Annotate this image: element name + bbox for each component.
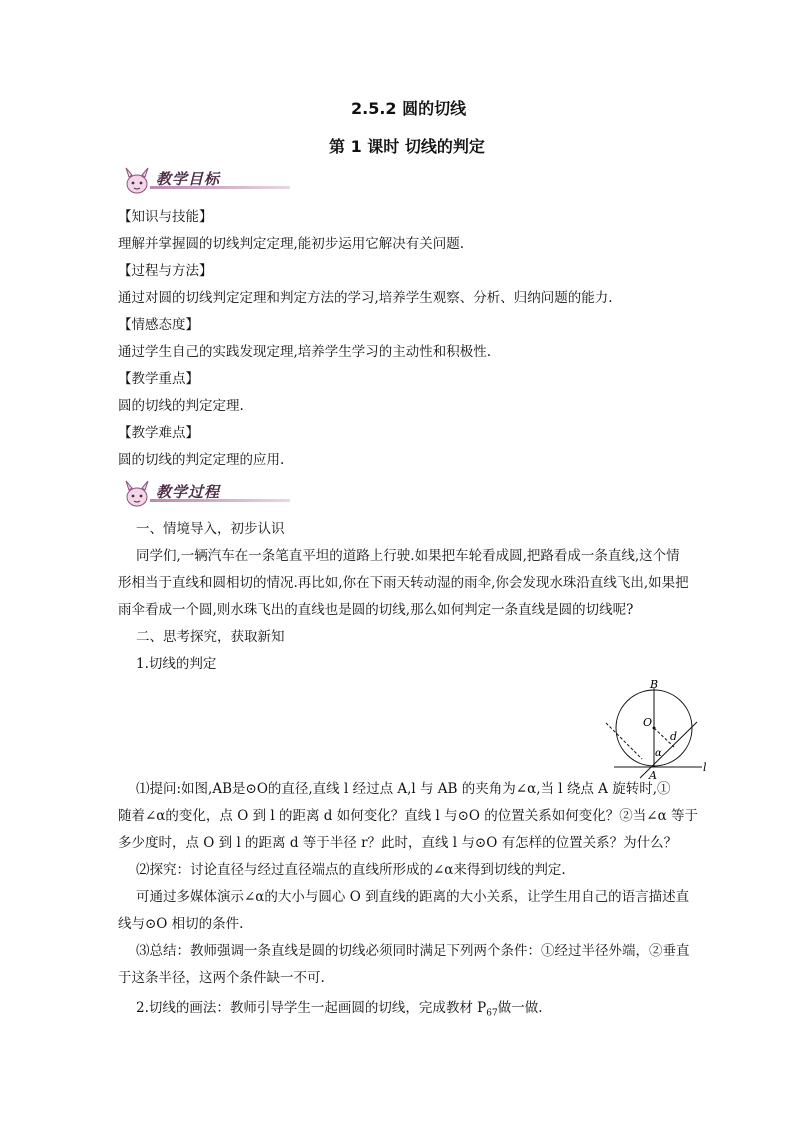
- paragraph-line: 同学们,一辆汽车在一条笔直平坦的道路上行驶.如果把车轮看成圆,把路看成一条直线,这个情: [136, 548, 680, 564]
- paragraph-line: 线与⊙O 相切的条件.: [118, 916, 244, 932]
- subsection-heading: [136, 998, 543, 1024]
- goal-text: 理解并掌握圆的切线判定定理,能初步运用它解决有关问题.: [118, 236, 465, 252]
- paragraph-line: 于这条半径，这两个条件缺一不可.: [118, 970, 325, 986]
- section-heading: 二、思考探究，获取新知: [136, 629, 285, 645]
- goal-heading: 【教学重点】: [118, 371, 199, 387]
- paragraph-line: 可通过多媒体演示∠α的大小与圆心 O 到直线的距离的大小关系，让学生用自己的语言描述直: [136, 889, 690, 905]
- process-banner: [120, 479, 250, 509]
- goal-heading: 【过程与方法】: [118, 263, 213, 279]
- goals-banner: [120, 166, 250, 196]
- label-alpha: α: [655, 748, 662, 759]
- textbook-ref-text: 2.切线的画法：教师引导学生一起画圆的切线，完成教材 P: [136, 1000, 487, 1016]
- page-title: 2.5.2 圆的切线: [351, 99, 467, 118]
- page-subtitle: 第 1 课时 切线的判定: [329, 137, 485, 156]
- paragraph-line: 多少度时，点 O 到 l 的距离 d 等于半径 r？此时，直线 l 与⊙O 有怎样的位置关系？为什么？: [118, 835, 678, 851]
- paragraph-line: 随着∠α的变化，点 O 到 l 的距离 d 如何变化？直线 l 与⊙O 的位置关系如何变化？②当∠α 等于: [118, 808, 698, 824]
- goal-text: 通过对圆的切线判定定理和判定方法的学习,培养学生观察、分析、归纳问题的能力.: [118, 290, 613, 306]
- goal-text: 圆的切线的判定定理的应用.: [118, 452, 285, 468]
- dashed-guide: [606, 723, 642, 759]
- process-banner-text: 教学过程: [156, 483, 221, 501]
- label-d: d: [670, 730, 678, 743]
- tangent-diagram: [600, 676, 712, 786]
- goal-heading: 【教学难点】: [118, 425, 199, 441]
- center-point: [653, 727, 656, 730]
- section-heading: 一、情境导入，初步认识: [136, 521, 285, 537]
- label-a: A: [649, 769, 657, 782]
- paragraph-line: 形相当于直线和圆相切的情况.再比如,你在下雨天转动湿的雨伞,你会发现水珠沿直线飞出,如果把: [118, 575, 689, 591]
- textbook-ref-suffix: 做一做.: [497, 1000, 543, 1016]
- goal-text: 通过学生自己的实践发现定理,培养学生学习的主动性和积极性.: [118, 344, 492, 360]
- label-o: O: [643, 716, 653, 729]
- paragraph-line: 雨伞看成一个圆,则水珠飞出的直线也是圆的切线,那么如何判定一条直线是圆的切线呢?: [118, 602, 634, 618]
- label-l: l: [703, 761, 707, 774]
- goals-banner-text: 教学目标: [156, 170, 221, 188]
- goal-heading: 【知识与技能】: [118, 209, 213, 225]
- page-number: 67: [486, 1008, 498, 1019]
- goal-text: 圆的切线的判定定理.: [118, 398, 244, 414]
- mascot-icon: [120, 166, 154, 196]
- label-b: B: [650, 678, 659, 691]
- paragraph-line: ⑵探究：讨论直径与经过直径端点的直线所形成的∠α来得到切线的判定.: [136, 862, 566, 878]
- mascot-icon: [120, 479, 154, 509]
- paragraph-line: ⑴提问:如图,AB是⊙O的直径,直线 l 经过点 A,l 与 AB 的夹角为∠α,当 l 绕点 A 旋转时,①: [136, 781, 671, 797]
- paragraph-line: ⑶总结：教师强调一条直线是圆的切线必须同时满足下列两个条件：①经过半径外端，②垂直: [136, 943, 690, 959]
- subsection-heading: 1.切线的判定: [136, 656, 217, 672]
- goal-heading: 【情感态度】: [118, 317, 199, 333]
